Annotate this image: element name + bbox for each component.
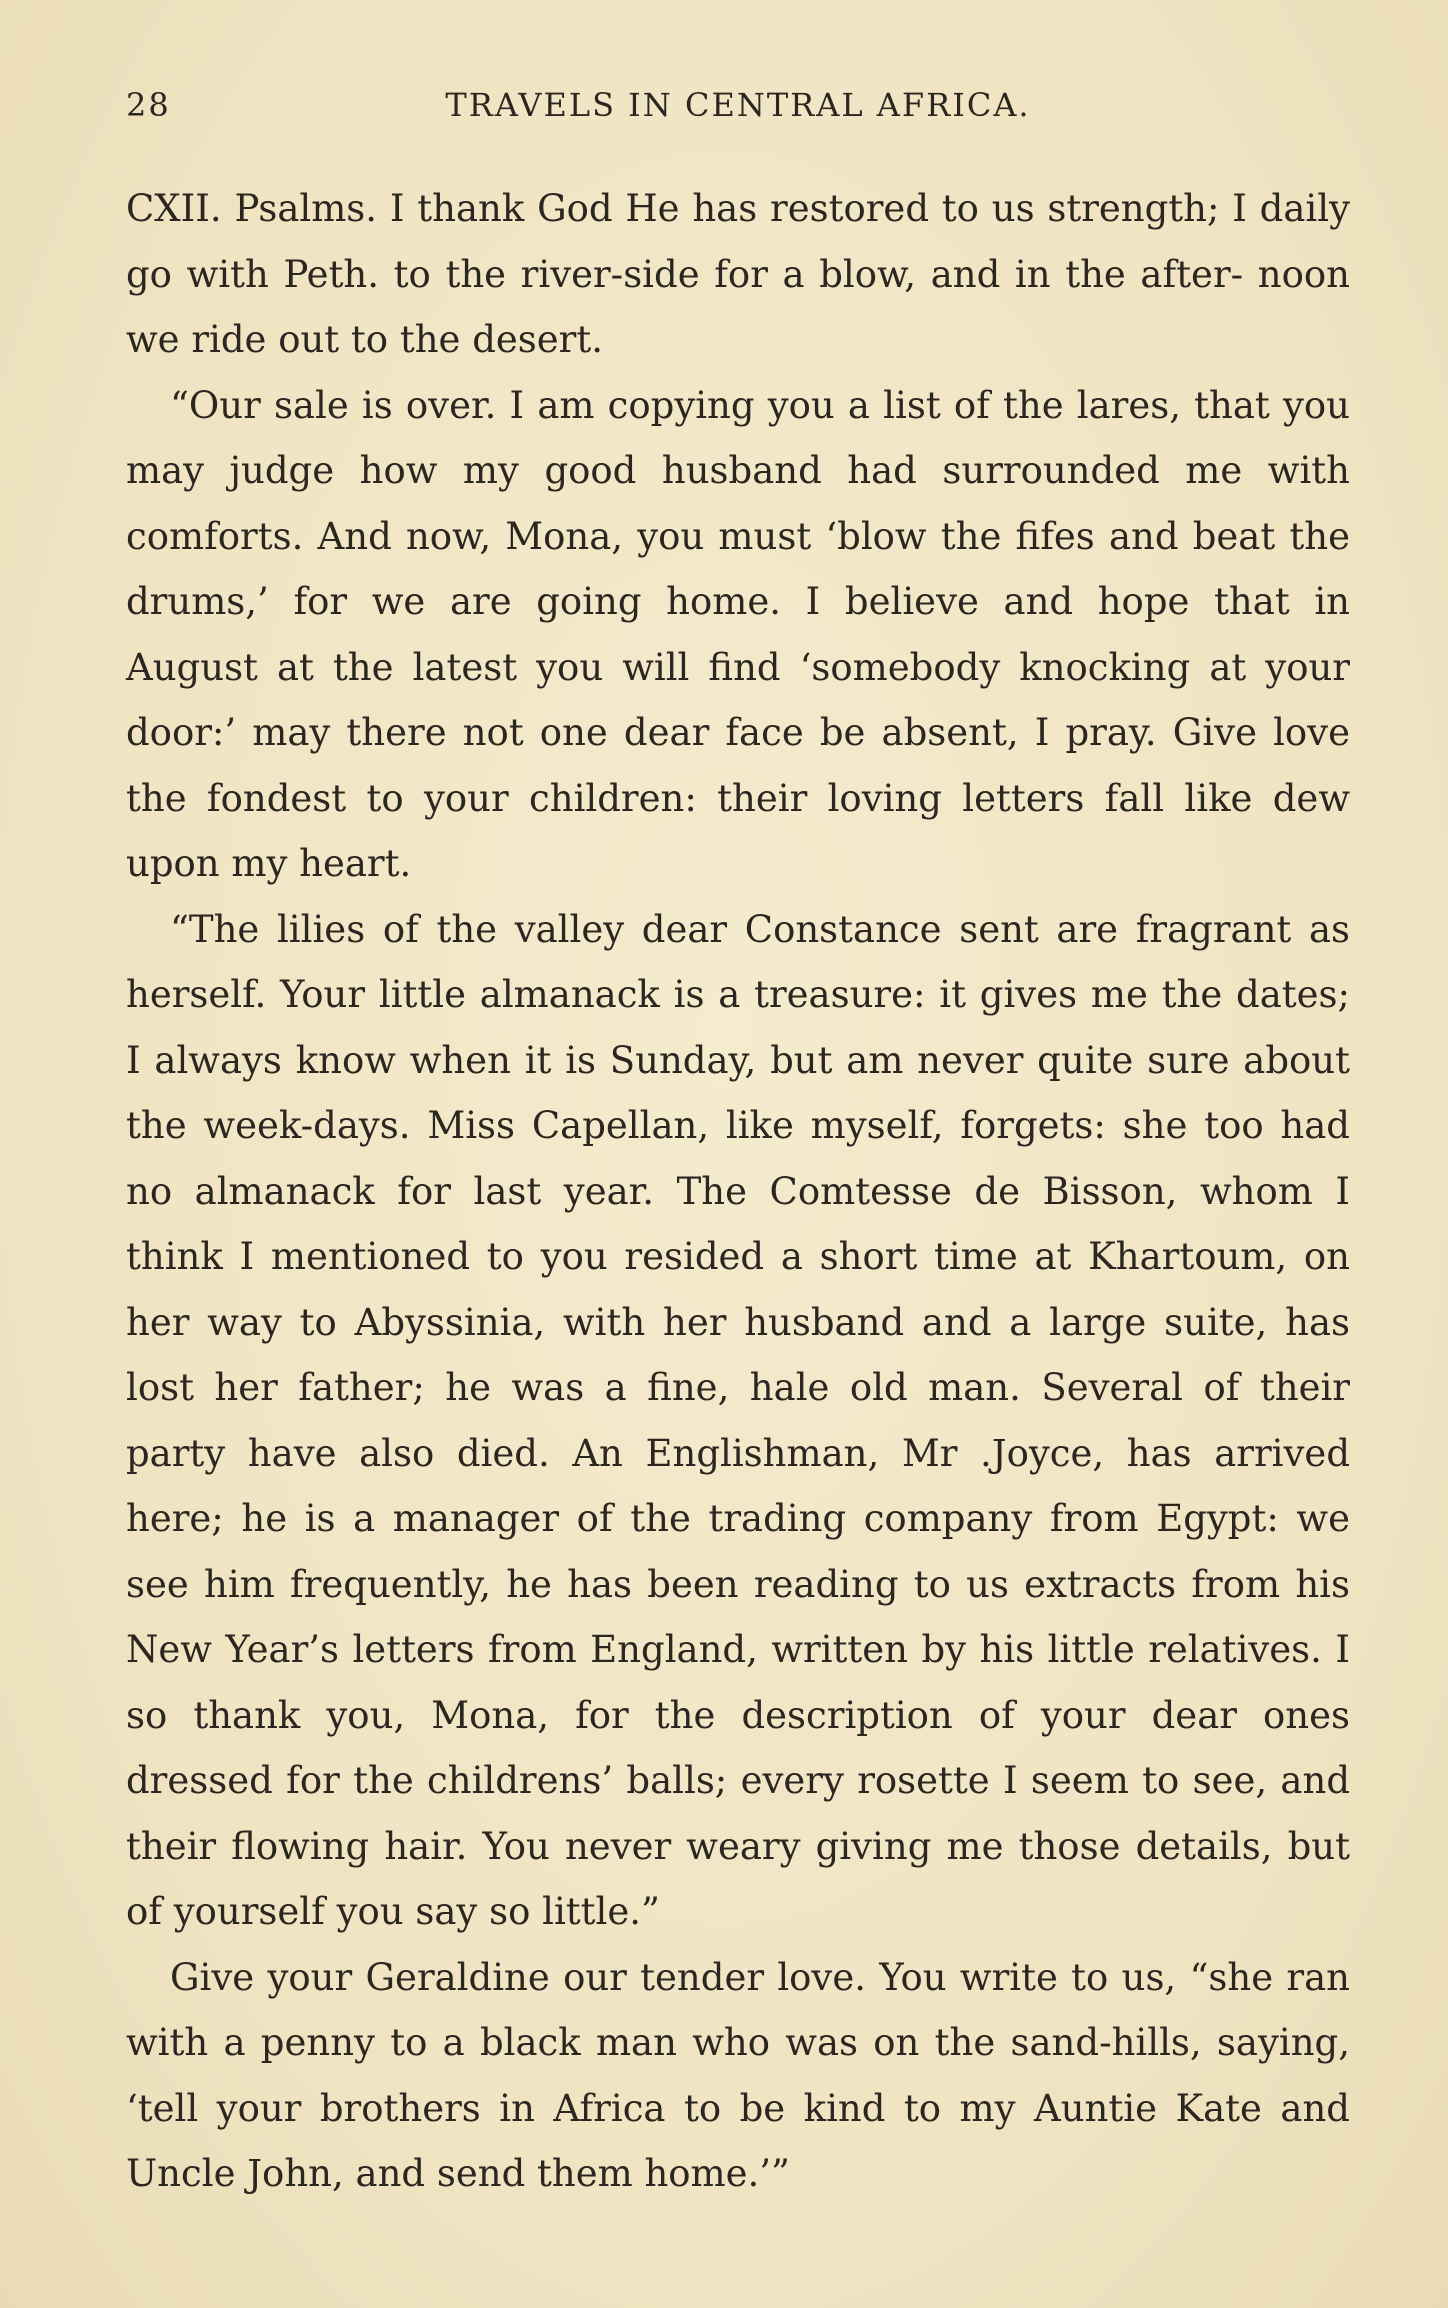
running-title: TRAVELS IN CENTRAL AFRICA. bbox=[445, 86, 1031, 124]
paragraph-2: “Our sale is over. I am copying you a list of the lares, that you may judge how my good husband had surrounded me with comforts. And now, Mona, you must ‘blow the fifes and beat the drums,’ for we are going home. I believe and hope that in August at the latest you will find ‘somebody knocking at your door:’ may there not one dear face be absent, I pray. Give love the fondest to your children: their loving letters fall like dew upon my heart. bbox=[126, 383, 1350, 885]
body-text bbox=[126, 176, 1350, 2207]
page-number: 28 bbox=[126, 86, 171, 124]
paragraph-3: “The lilies of the valley dear Constance sent are fragrant as herself. Your little almanack is a treasure: it gives me the dates; I always know when it is Sunday, but am never quite sure about the week-days. Miss Capellan, like myself, forgets: she too had no almanack for last year. The Comtesse de Bisson, whom I think I mentioned to you resided a short time at Khartoum, on her way to Abyssinia, with her husband and a large suite, has lost her father; he was a fine, hale old man. Several of their party have also died. An Englishman, Mr .Joyce, has arrived here; he is a manager of the trading company from Egypt: we see him frequently, he has been reading to us extracts from his New Year’s letters from England, written by his little relatives. I so thank you, Mona, for the description of your dear ones dressed for the childrens’ balls; every rosette I seem to see, and their flowing hair. You never weary giving me those details, but of yourself you say so little.” bbox=[126, 907, 1350, 1933]
paragraph-1: CXII. Psalms. I thank God He has restored to us strength; I daily go with Peth. to the river-side for a blow, and in the after- noon we ride out to the desert. bbox=[126, 187, 1350, 361]
running-head bbox=[126, 86, 1350, 134]
paragraph-4: Give your Geraldine our tender love. You write to us, “she ran with a penny to a black man who was on the sand-hills, saying, ‘tell your brothers in Africa to be kind to my Auntie Kate and Uncle John, and send them home.’” bbox=[126, 1955, 1350, 2195]
